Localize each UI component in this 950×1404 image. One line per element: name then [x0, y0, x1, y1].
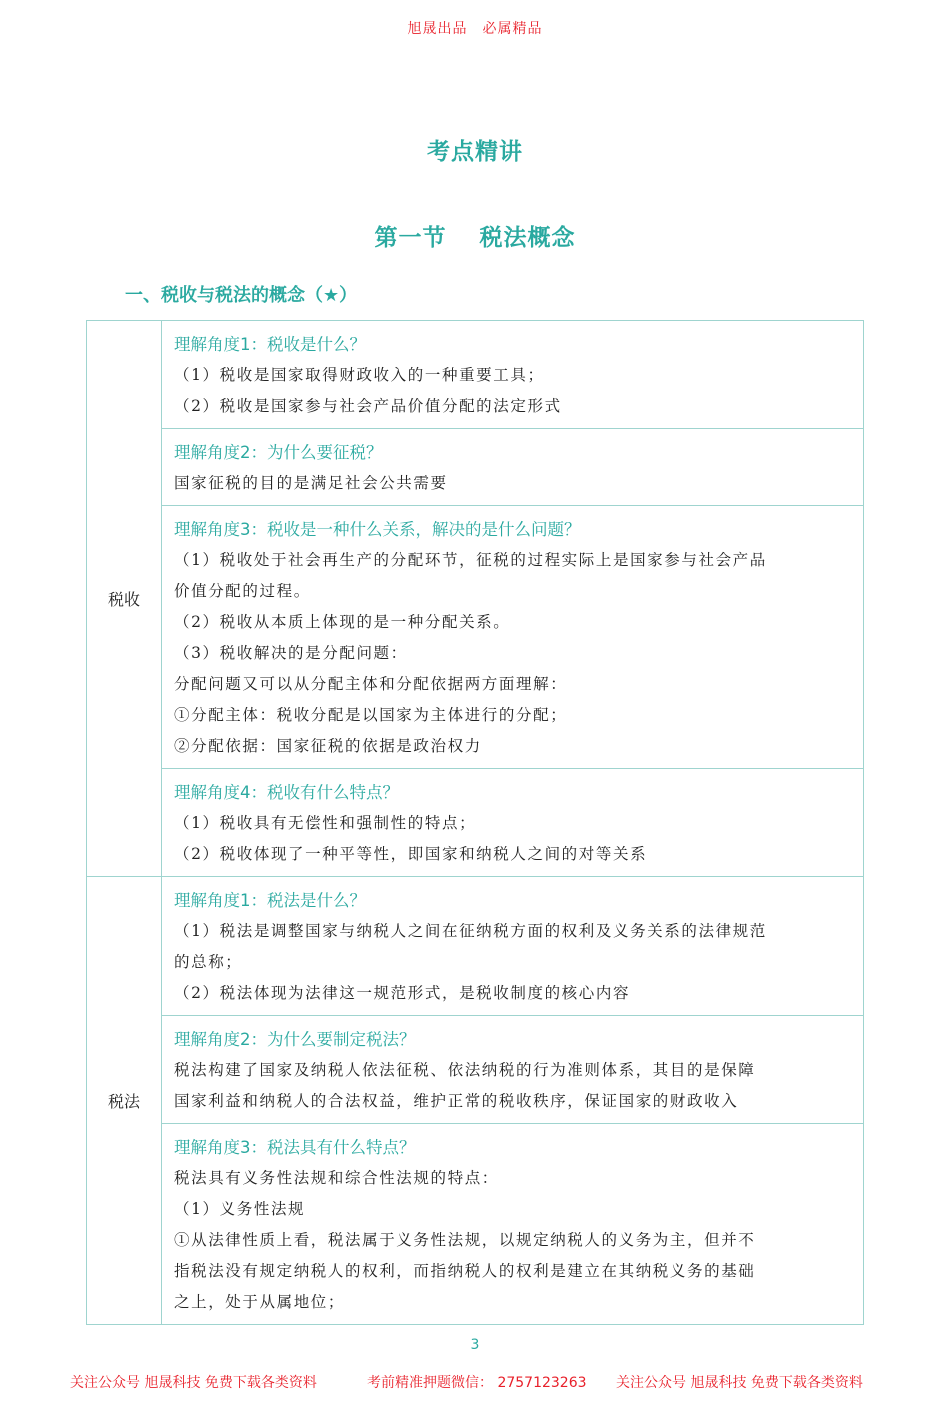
table-cell: [162, 769, 864, 877]
table-row: [87, 877, 864, 1016]
angle-heading: 理解角度3：税收是一种什么关系，解决的是什么问题？: [174, 520, 581, 539]
cell-line: 之上，处于从属地位；: [174, 1293, 346, 1311]
cell-line: （1）义务性法规: [174, 1200, 306, 1218]
table-row: [87, 1124, 864, 1325]
cell-line: （3）税收解决的是分配问题：: [174, 644, 408, 662]
table-row: [87, 506, 864, 769]
footer-right-ad: 关注公众号 旭晟科技 免费下载各类资料: [616, 1375, 863, 1391]
cell-line: ①从法律性质上看，税法属于义务性法规，以规定纳税人的义务为主，但并不: [174, 1231, 756, 1249]
table-cell: [162, 877, 864, 1016]
concept-table: [86, 320, 864, 1325]
angle-heading: 理解角度4：税收有什么特点？: [174, 783, 399, 802]
category-tax-revenue: 税收: [87, 321, 162, 877]
angle-heading: 理解角度2：为什么要征税？: [174, 443, 383, 462]
cell-line: （1）税收具有无偿性和强制性的特点；: [174, 814, 477, 832]
cell-line: （1）税法是调整国家与纳税人之间在征纳税方面的权利及义务关系的法律规范: [174, 922, 767, 940]
cell-line: （2）税收从本质上体现的是一种分配关系。: [174, 613, 511, 631]
top-banner: 旭晟出品 必属精品: [407, 21, 543, 37]
table-row: [87, 769, 864, 877]
cell-line: 指税法没有规定纳税人的权利，而指纳税人的权利是建立在其纳税义务的基础: [174, 1262, 756, 1280]
cell-line: （1）税收处于社会再生产的分配环节，征税的过程实际上是国家参与社会产品: [174, 551, 767, 569]
table-row: [87, 321, 864, 429]
section-title: 第一节 税法概念: [374, 225, 576, 251]
footer-wechat-ad: 考前精准押题微信： 2757123263: [367, 1375, 587, 1391]
table-row: [87, 429, 864, 506]
cell-line: 国家利益和纳税人的合法权益，维护正常的税收秩序，保证国家的财政收入: [174, 1092, 739, 1110]
table-row: [87, 1016, 864, 1124]
cell-line: 国家征税的目的是满足社会公共需要: [174, 474, 448, 492]
angle-heading: 理解角度3：税法具有什么特点？: [174, 1138, 416, 1157]
subsection-title: 一、税收与税法的概念（★）: [125, 285, 358, 306]
cell-line: ①分配主体：税收分配是以国家为主体进行的分配；: [174, 706, 568, 724]
angle-heading: 理解角度1：税法是什么？: [174, 891, 366, 910]
cell-line: （2）税收体现了一种平等性，即国家和纳税人之间的对等关系: [174, 845, 648, 863]
footer-left-ad: 关注公众号 旭晟科技 免费下载各类资料: [70, 1375, 317, 1391]
angle-heading: 理解角度1：税收是什么？: [174, 335, 366, 354]
table-cell: [162, 1124, 864, 1325]
page-title: 考点精讲: [427, 139, 523, 165]
cell-line: ②分配依据：国家征税的依据是政治权力: [174, 737, 482, 755]
table-cell: [162, 1016, 864, 1124]
cell-line: （2）税法体现为法律这一规范形式，是税收制度的核心内容: [174, 984, 631, 1002]
table-cell: [162, 506, 864, 769]
category-tax-law: 税法: [87, 877, 162, 1325]
table-cell: [162, 321, 864, 429]
cell-line: 税法具有义务性法规和综合性法规的特点：: [174, 1169, 499, 1187]
cell-line: 的总称；: [174, 953, 243, 971]
cell-line: （1）税收是国家取得财政收入的一种重要工具；: [174, 366, 545, 384]
cell-line: （2）税收是国家参与社会产品价值分配的法定形式: [174, 397, 562, 415]
cell-line: 价值分配的过程。: [174, 582, 311, 600]
angle-heading: 理解角度2：为什么要制定税法？: [174, 1030, 416, 1049]
cell-line: 税法构建了国家及纳税人依法征税、依法纳税的行为准则体系，其目的是保障: [174, 1061, 756, 1079]
page-number: 3: [470, 1337, 480, 1353]
cell-line: 分配问题又可以从分配主体和分配依据两方面理解：: [174, 675, 568, 693]
table-cell: [162, 429, 864, 506]
